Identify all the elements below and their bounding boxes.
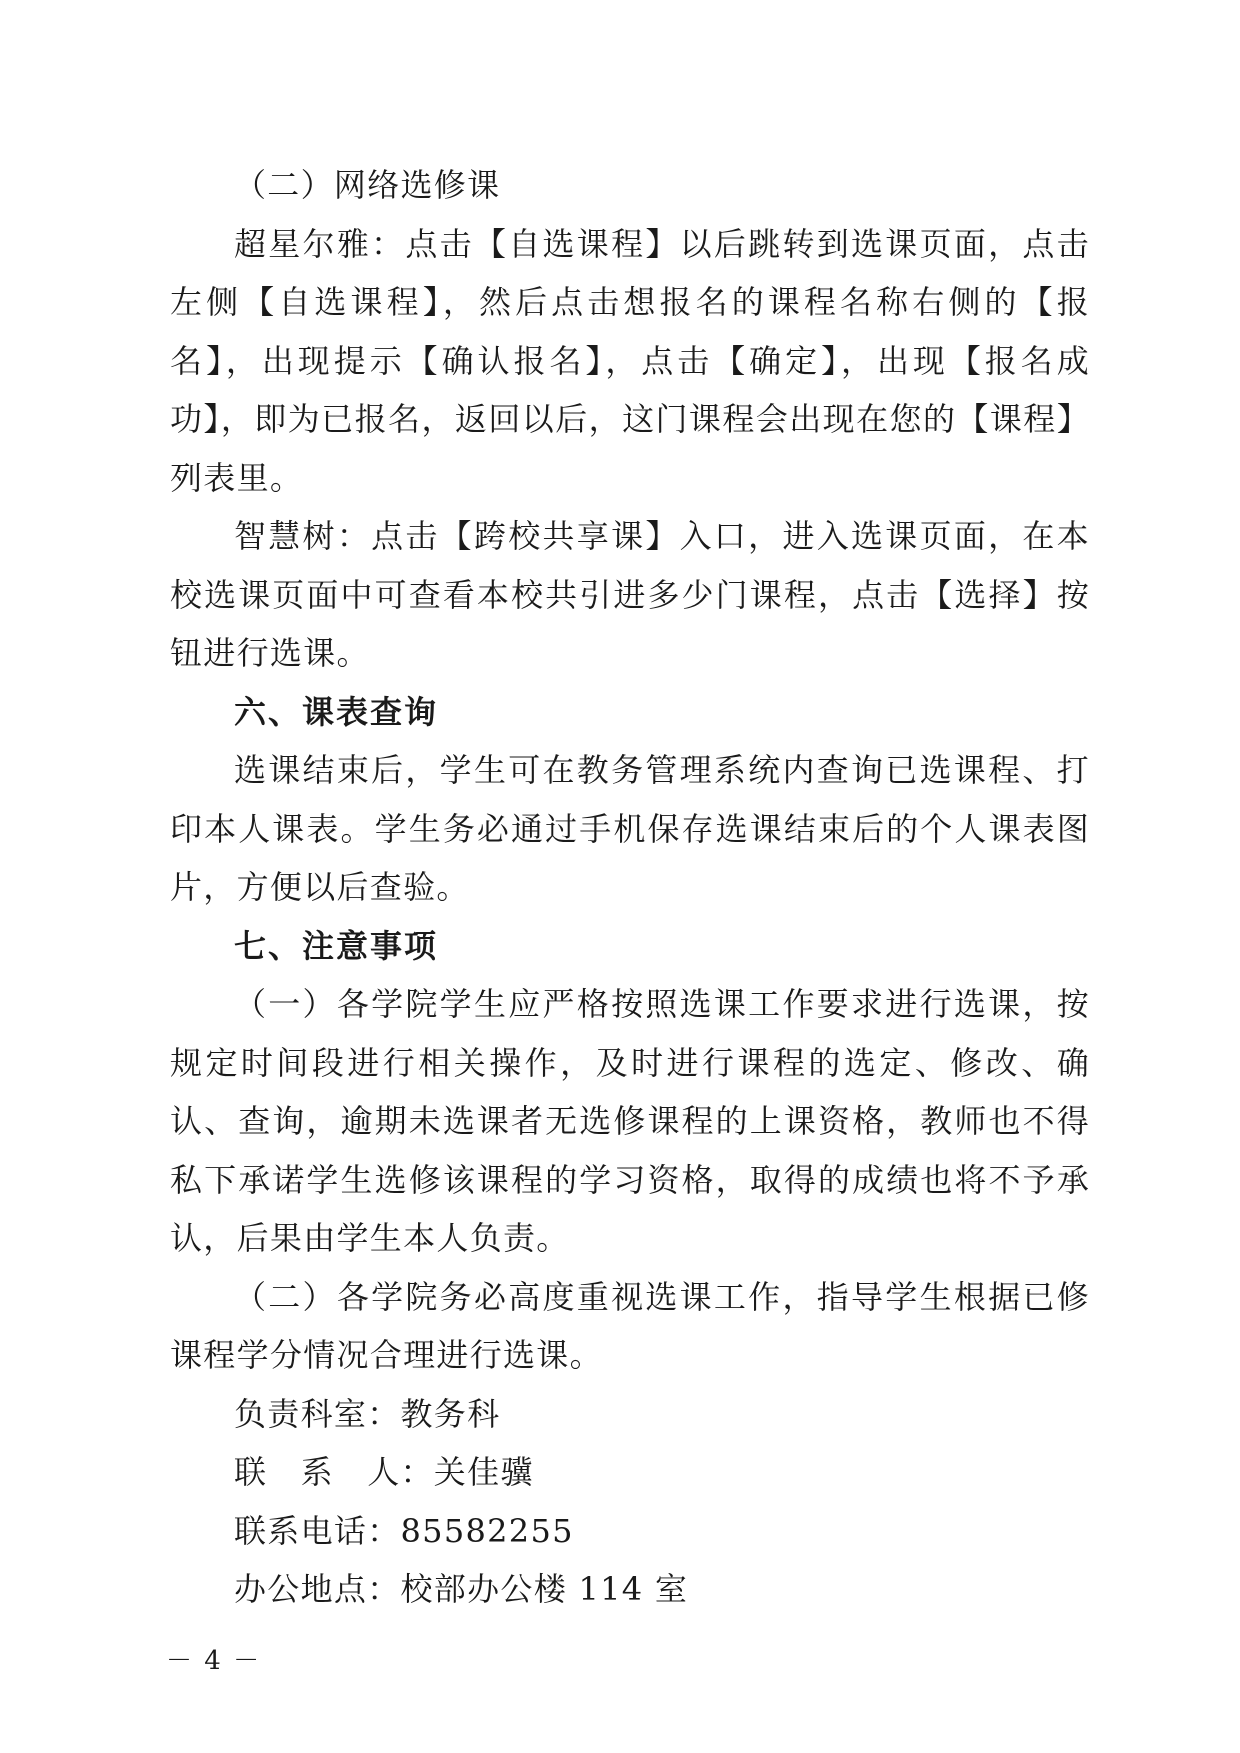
page-number: － 4 － (166, 1646, 262, 1676)
contact-person: 联 系 人：关佳骥 (234, 1453, 534, 1491)
contact-office: 负责科室：教务科 (234, 1394, 501, 1433)
contact-address: 办公地点：校部办公楼 114 室 (234, 1570, 689, 1608)
zhihuishu-paragraph: 智慧树：点击【跨校共享课】入口，进入选课页面，在本校选课页面中可查看本校共引进多少门课程，点击【选择】按钮进行选课。 (170, 517, 1090, 672)
chaoxing-paragraph: 超星尔雅：点击【自选课程】以后跳转到选课页面，点击左侧【自选课程】，然后点击想报名的课程名称右侧的【报名】，出现提示【确认报名】，点击【确定】，出现【报名成功】，即为已报名，返回以后，这门课程会出现在您的【课程】列表里。 (170, 224, 1090, 497)
heading-notes: 七、注意事项 (234, 926, 439, 965)
document-body (170, 156, 1090, 1619)
schedule-query-paragraph: 选课结束后，学生可在教务管理系统内查询已选课程、打印本人课表。学生务必通过手机保存选课结束后的个人课表图片，方便以后查验。 (170, 751, 1090, 906)
contact-phone: 联系电话：85582255 (234, 1511, 574, 1550)
note-two-paragraph: （二）各学院务必高度重视选课工作，指导学生根据已修课程学分情况合理进行选课。 (170, 1277, 1090, 1374)
online-courses-title: （二）网络选修课 (234, 166, 501, 204)
note-one-paragraph: （一）各学院学生应严格按照选课工作要求进行选课，按规定时间段进行相关操作，及时进行课程的选定、修改、确认、查询，逾期未选课者无选修课程的上课资格，教师也不得私下承诺学生选修该课程的学习资格，取得的成绩也将不予承认，后果由学生本人负责。 (170, 985, 1090, 1257)
heading-schedule-query: 六、课表查询 (234, 692, 439, 731)
